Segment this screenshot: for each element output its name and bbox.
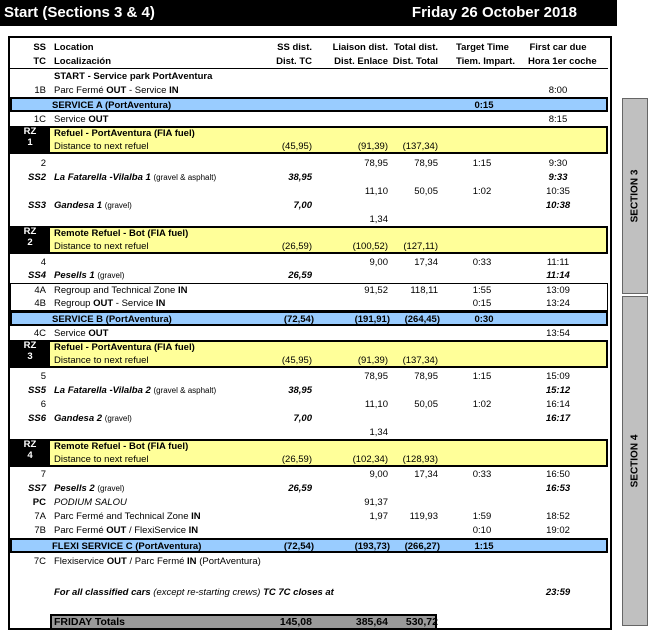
- location: Gandesa 1 (gravel): [54, 200, 132, 211]
- tc-label: 7A: [34, 511, 46, 522]
- refuel-label: Refuel - PortAventura (FIA fuel): [54, 128, 195, 139]
- service-c-row: [10, 538, 608, 553]
- table-row: [10, 370, 608, 383]
- total-dist: (127,11): [403, 241, 438, 252]
- tc-label: 1B: [34, 85, 46, 96]
- liaison-dist: 11,10: [364, 399, 388, 410]
- liaison-dist: 91,52: [364, 285, 388, 296]
- liaison-dist: 9,00: [369, 469, 388, 480]
- table-row: [10, 398, 608, 411]
- liaison-dist: 91,37: [364, 497, 388, 508]
- total-dist: 119,93: [409, 511, 438, 522]
- header-divider: [10, 68, 608, 69]
- liaison-dist: 1,34: [369, 214, 388, 225]
- target-time: 1:02: [472, 399, 492, 410]
- liaison-dist: 11,10: [364, 186, 388, 197]
- table-row: [10, 341, 608, 354]
- total-dist: (128,93): [402, 454, 438, 465]
- first-car: 8:00: [548, 85, 568, 96]
- location: Flexiservice OUT / Parc Fermé IN (PortAventura): [54, 556, 261, 567]
- first-car: 8:15: [548, 114, 568, 125]
- table-row: [10, 227, 608, 240]
- location: Regroup and Technical Zone IN: [54, 285, 188, 296]
- table-row: [10, 354, 608, 367]
- location: Service OUT: [54, 114, 109, 125]
- col-dist-enlace: Dist. Enlace: [334, 56, 388, 67]
- table-row: [10, 453, 608, 466]
- first-car: 13:09: [546, 285, 570, 296]
- first-car: 15:09: [546, 371, 570, 382]
- location: Gandesa 2 (gravel): [54, 413, 132, 424]
- first-car: 13:24: [546, 298, 570, 309]
- table-row: [10, 113, 608, 126]
- first-car: 16:14: [546, 399, 570, 410]
- location: Parc Fermé and Technical Zone IN: [54, 511, 201, 522]
- column-header-row-1: [10, 41, 608, 54]
- col-first-car: First car due: [529, 42, 587, 53]
- column-header-row-2: [10, 55, 608, 68]
- first-car: 16:53: [545, 483, 571, 494]
- first-car: 9:33: [548, 172, 568, 183]
- table-row: [10, 256, 608, 269]
- ss-dist: (26,59): [281, 241, 312, 252]
- first-car: 15:12: [545, 385, 571, 396]
- table-row: [10, 555, 608, 568]
- table-row: [10, 297, 608, 310]
- location: Pesells 2 (gravel): [54, 483, 125, 494]
- total-dist: 78,95: [414, 371, 438, 382]
- first-car: 16:17: [545, 413, 571, 424]
- table-row: [10, 496, 608, 509]
- service-a-label: SERVICE A (PortAventura): [52, 100, 172, 111]
- tc-label: 4: [40, 257, 46, 268]
- table-row: [10, 510, 608, 523]
- first-car: 11:11: [546, 257, 570, 268]
- first-car: 13:54: [546, 328, 570, 339]
- tc-label: 7C: [33, 556, 46, 567]
- first-car: 11:14: [546, 270, 570, 281]
- first-car: 16:50: [546, 469, 570, 480]
- liaison-dist: 1,97: [369, 511, 388, 522]
- liaison-dist-total: 385,64: [355, 616, 388, 628]
- target-time: 1:02: [472, 186, 492, 197]
- table-row: [10, 199, 608, 212]
- total-dist: 17,34: [414, 257, 438, 268]
- col-location: Location: [54, 42, 94, 53]
- service-b-row: [10, 311, 608, 326]
- total-dist: 118,11: [410, 285, 438, 296]
- first-car: 10:38: [545, 200, 571, 211]
- ss-label: SS2: [28, 172, 46, 183]
- ss-dist: 7,00: [293, 413, 312, 424]
- ss-label: SS4: [28, 270, 46, 281]
- table-row: [10, 468, 608, 481]
- table-row: [10, 269, 608, 282]
- totals-row: [10, 616, 608, 629]
- pc-label: PC: [32, 497, 46, 508]
- target-time: 0:10: [472, 525, 492, 536]
- liaison-dist: (100,52): [352, 241, 388, 252]
- tc-label: 1C: [33, 114, 46, 125]
- ss-dist: (26,59): [281, 454, 312, 465]
- ss-dist: 38,95: [288, 385, 312, 396]
- closing-note: For all classified cars (except re-starting crews) TC 7C closes at: [54, 587, 334, 598]
- liaison-dist: 78,95: [364, 371, 388, 382]
- col-hora: Hora 1er coche: [528, 56, 597, 67]
- table-row: [10, 412, 608, 425]
- ss-dist: 26,59: [288, 270, 312, 281]
- col-ss: SS: [33, 42, 46, 53]
- location: Parc Fermé OUT / FlexiService IN: [54, 525, 199, 536]
- ss-dist: (72,54): [283, 541, 314, 552]
- table-row: [10, 140, 608, 153]
- ss-label: SS3: [28, 200, 46, 211]
- col-ss-dist: SS dist.: [277, 42, 312, 53]
- location: Service OUT: [54, 328, 109, 339]
- refuel-label: Remote Refuel - Bot (FIA fuel): [54, 228, 189, 239]
- refuel-label: Remote Refuel - Bot (FIA fuel): [54, 441, 189, 452]
- location: La Fatarella -Vilalba 1 (gravel & asphalt): [54, 172, 217, 183]
- total-dist: (137,34): [402, 355, 438, 366]
- col-dist-total: Dist. Total: [392, 56, 438, 67]
- target-time: 0:33: [472, 257, 492, 268]
- target-time: 1:15: [474, 541, 494, 552]
- rz-1-badge: RZ 1: [10, 126, 50, 154]
- liaison-dist: 78,95: [364, 158, 388, 169]
- section-3-label: SECTION 3: [629, 169, 641, 223]
- closing-note-row: [10, 586, 608, 599]
- liaison-dist: (193,73): [354, 541, 390, 552]
- col-tc: TC: [33, 56, 46, 67]
- table-row: [10, 524, 608, 537]
- ss-dist: 26,59: [288, 483, 312, 494]
- table-row: [10, 157, 608, 170]
- location: Parc Fermé OUT - Service IN: [54, 85, 179, 96]
- location: PODIUM SALOU: [54, 497, 127, 508]
- tc-label: 7B: [34, 525, 46, 536]
- liaison-dist: (191,91): [354, 314, 390, 325]
- table-row: [10, 70, 608, 83]
- table-row: [10, 185, 608, 198]
- closing-time: 23:59: [545, 587, 571, 598]
- header-date: Friday 26 October 2018: [411, 4, 577, 21]
- liaison-dist: 1,34: [369, 427, 388, 438]
- col-tiem-impart: Tiem. Impart.: [456, 56, 515, 67]
- distance-next-refuel: Distance to next refuel: [54, 141, 149, 152]
- total-dist-total: 530,72: [405, 616, 438, 628]
- distance-next-refuel: Distance to next refuel: [54, 241, 149, 252]
- target-time: 0:15: [474, 100, 494, 111]
- rz-3-badge: RZ 3: [10, 340, 50, 368]
- table-row: [10, 284, 608, 297]
- location: Regroup OUT - Service IN: [54, 298, 166, 309]
- tc-label: 7: [40, 469, 46, 480]
- col-localizacion: Localización: [54, 56, 112, 67]
- ss-dist: (45,95): [281, 141, 312, 152]
- target-time: 1:59: [472, 511, 492, 522]
- total-dist: 50,05: [414, 399, 438, 410]
- total-dist: (137,34): [402, 141, 438, 152]
- table-row: [10, 84, 608, 97]
- target-time: 1:15: [472, 371, 492, 382]
- table-row: [10, 127, 608, 140]
- section-3-tab: [622, 98, 648, 294]
- table-row: [10, 171, 608, 184]
- ss-label: SS6: [28, 413, 46, 424]
- col-dist-tc: Dist. TC: [276, 56, 312, 67]
- tc-label: 4A: [34, 285, 46, 296]
- total-dist: (266,27): [404, 541, 440, 552]
- total-dist: 17,34: [414, 469, 438, 480]
- ss-dist: 7,00: [293, 200, 312, 211]
- service-b-label: SERVICE B (PortAventura): [52, 314, 172, 325]
- total-dist: (264,45): [404, 314, 440, 325]
- page-header: [0, 0, 617, 26]
- ss-label: SS5: [28, 385, 46, 396]
- rz-2-badge: RZ 2: [10, 226, 50, 254]
- table-row: [10, 384, 608, 397]
- target-time: 0:15: [472, 298, 492, 309]
- table-row: [10, 213, 608, 226]
- liaison-dist: (91,39): [357, 355, 388, 366]
- col-liaison: Liaison dist.: [332, 42, 388, 53]
- table-row: [10, 440, 608, 453]
- section-4-tab: [622, 296, 648, 626]
- tc-label: 5: [40, 371, 46, 382]
- section-4-label: SECTION 4: [629, 434, 641, 488]
- location: La Fatarella -Vilalba 2 (gravel & asphalt): [54, 385, 217, 396]
- col-total: Total dist.: [393, 42, 438, 53]
- service-c-label: FLEXI SERVICE C (PortAventura): [52, 541, 202, 552]
- table-row: [10, 240, 608, 253]
- ss-dist: (72,54): [283, 314, 314, 325]
- service-a-row: [10, 97, 608, 112]
- distance-next-refuel: Distance to next refuel: [54, 454, 149, 465]
- table-row: [10, 426, 608, 439]
- refuel-label: Refuel - PortAventura (FIA fuel): [54, 342, 195, 353]
- first-car: 9:30: [548, 158, 568, 169]
- target-time: 0:30: [474, 314, 494, 325]
- table-row: [10, 482, 608, 495]
- distance-next-refuel: Distance to next refuel: [54, 355, 149, 366]
- liaison-dist: (91,39): [357, 141, 388, 152]
- ss-dist: 38,95: [288, 172, 312, 183]
- start-label: START - Service park PortAventura: [54, 71, 213, 82]
- ss-label: SS7: [28, 483, 46, 494]
- first-car: 19:02: [546, 525, 570, 536]
- total-dist: 50,05: [414, 186, 438, 197]
- totals-label: FRIDAY Totals: [54, 616, 125, 628]
- header-title: Start (Sections 3 & 4): [4, 4, 155, 21]
- target-time: 1:15: [472, 158, 492, 169]
- first-car: 18:52: [546, 511, 570, 522]
- liaison-dist: 9,00: [369, 257, 388, 268]
- tc-label: 2: [40, 158, 46, 169]
- tc-label: 6: [40, 399, 46, 410]
- location: Pesells 1 (gravel): [54, 270, 125, 281]
- target-time: 1:55: [472, 285, 492, 296]
- first-car: 10:35: [546, 186, 570, 197]
- target-time: 0:33: [472, 469, 492, 480]
- liaison-dist: (102,34): [352, 454, 388, 465]
- table-row: [10, 327, 608, 340]
- ss-dist: (45,95): [281, 355, 312, 366]
- rz-4-badge: RZ 4: [10, 439, 50, 467]
- tc-label: 4B: [34, 298, 46, 309]
- tc-label: 4C: [33, 328, 46, 339]
- ss-dist-total: 145,08: [279, 616, 312, 628]
- col-target: Target Time: [456, 42, 509, 53]
- total-dist: 78,95: [414, 158, 438, 169]
